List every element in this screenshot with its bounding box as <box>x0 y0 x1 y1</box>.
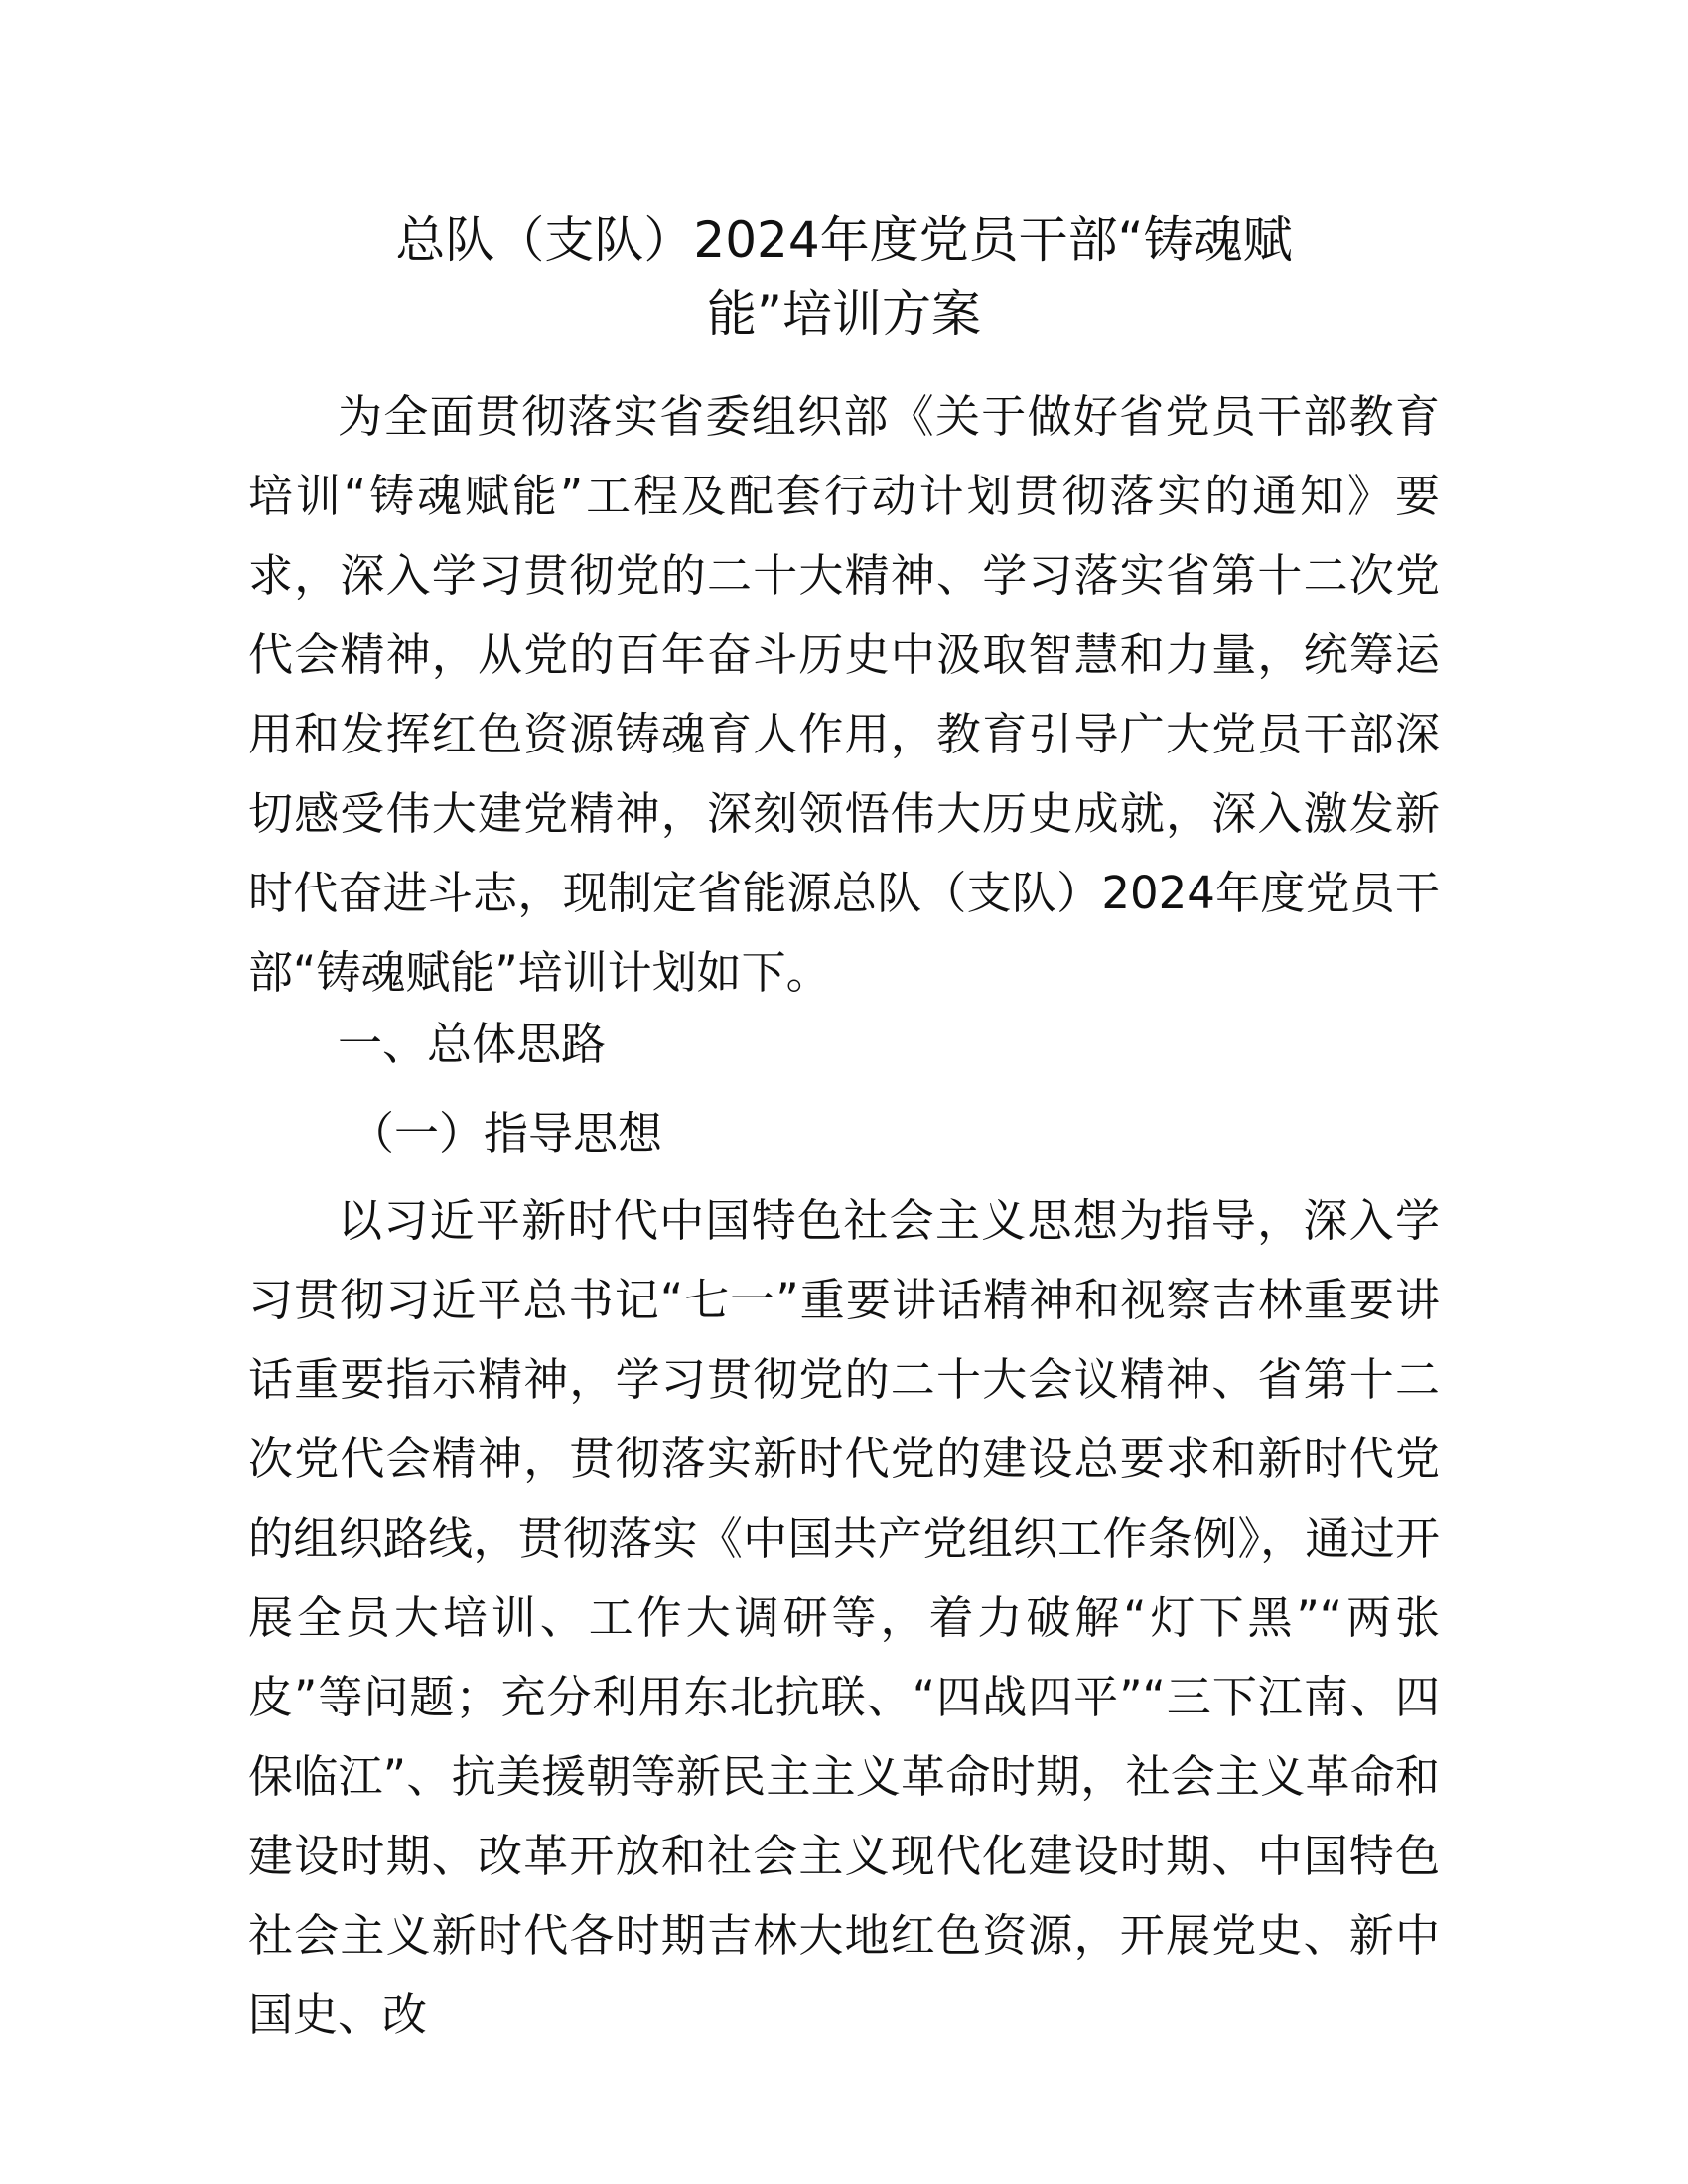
document-title <box>248 204 1440 350</box>
guiding-ideology-paragraph: 以习近平新时代中国特色社会主义思想为指导，深入学习贯彻习近平总书记“七一”重要讲话精神和视察吉林重要讲话重要指示精神，学习贯彻党的二十大会议精神、省第十二次党代会精神，贯彻落实新时代党的建设总要求和新时代党的组织路线，贯彻落实《中国共产党组织工作条例》，通过开展全员大培训、工作大调研等，着力破解“灯下黑”“两张皮”等问题；充分利用东北抗联、“四战四平”“三下江南、四保临江”、抗美援朝等新民主主义革命时期，社会主义革命和建设时期、改革开放和社会主义现代化建设时期、中国特色社会主义新时代各时期吉林大地红色资源，开展党史、新中国史、改 <box>248 1194 1440 2041</box>
title-line-1: 总队（支队）2024年度党员干部“铸魂赋 <box>395 211 1293 269</box>
intro-paragraph: 为全面贯彻落实省委组织部《关于做好省党员干部教育培训“铸魂赋能”工程及配套行动计划贯彻落实的通知》要求，深入学习贯彻党的二十大精神、学习落实省第十二次党代会精神，从党的百年奋斗历史中汲取智慧和力量，统筹运用和发挥红色资源铸魂育人作用，教育引导广大党员干部深切感受伟大建党精神，深刻领悟伟大历史成就，深入激发新时代奋进斗志，现制定省能源总队（支队）2024年度党员干部“铸魂赋能”培训计划如下。 <box>248 390 1440 999</box>
subsection-heading-guiding-ideology: （一）指导思想 <box>350 1107 663 1160</box>
section-heading-overall-thinking: 一、总体思路 <box>338 1018 607 1070</box>
title-line-2: 能”培训方案 <box>707 285 981 342</box>
